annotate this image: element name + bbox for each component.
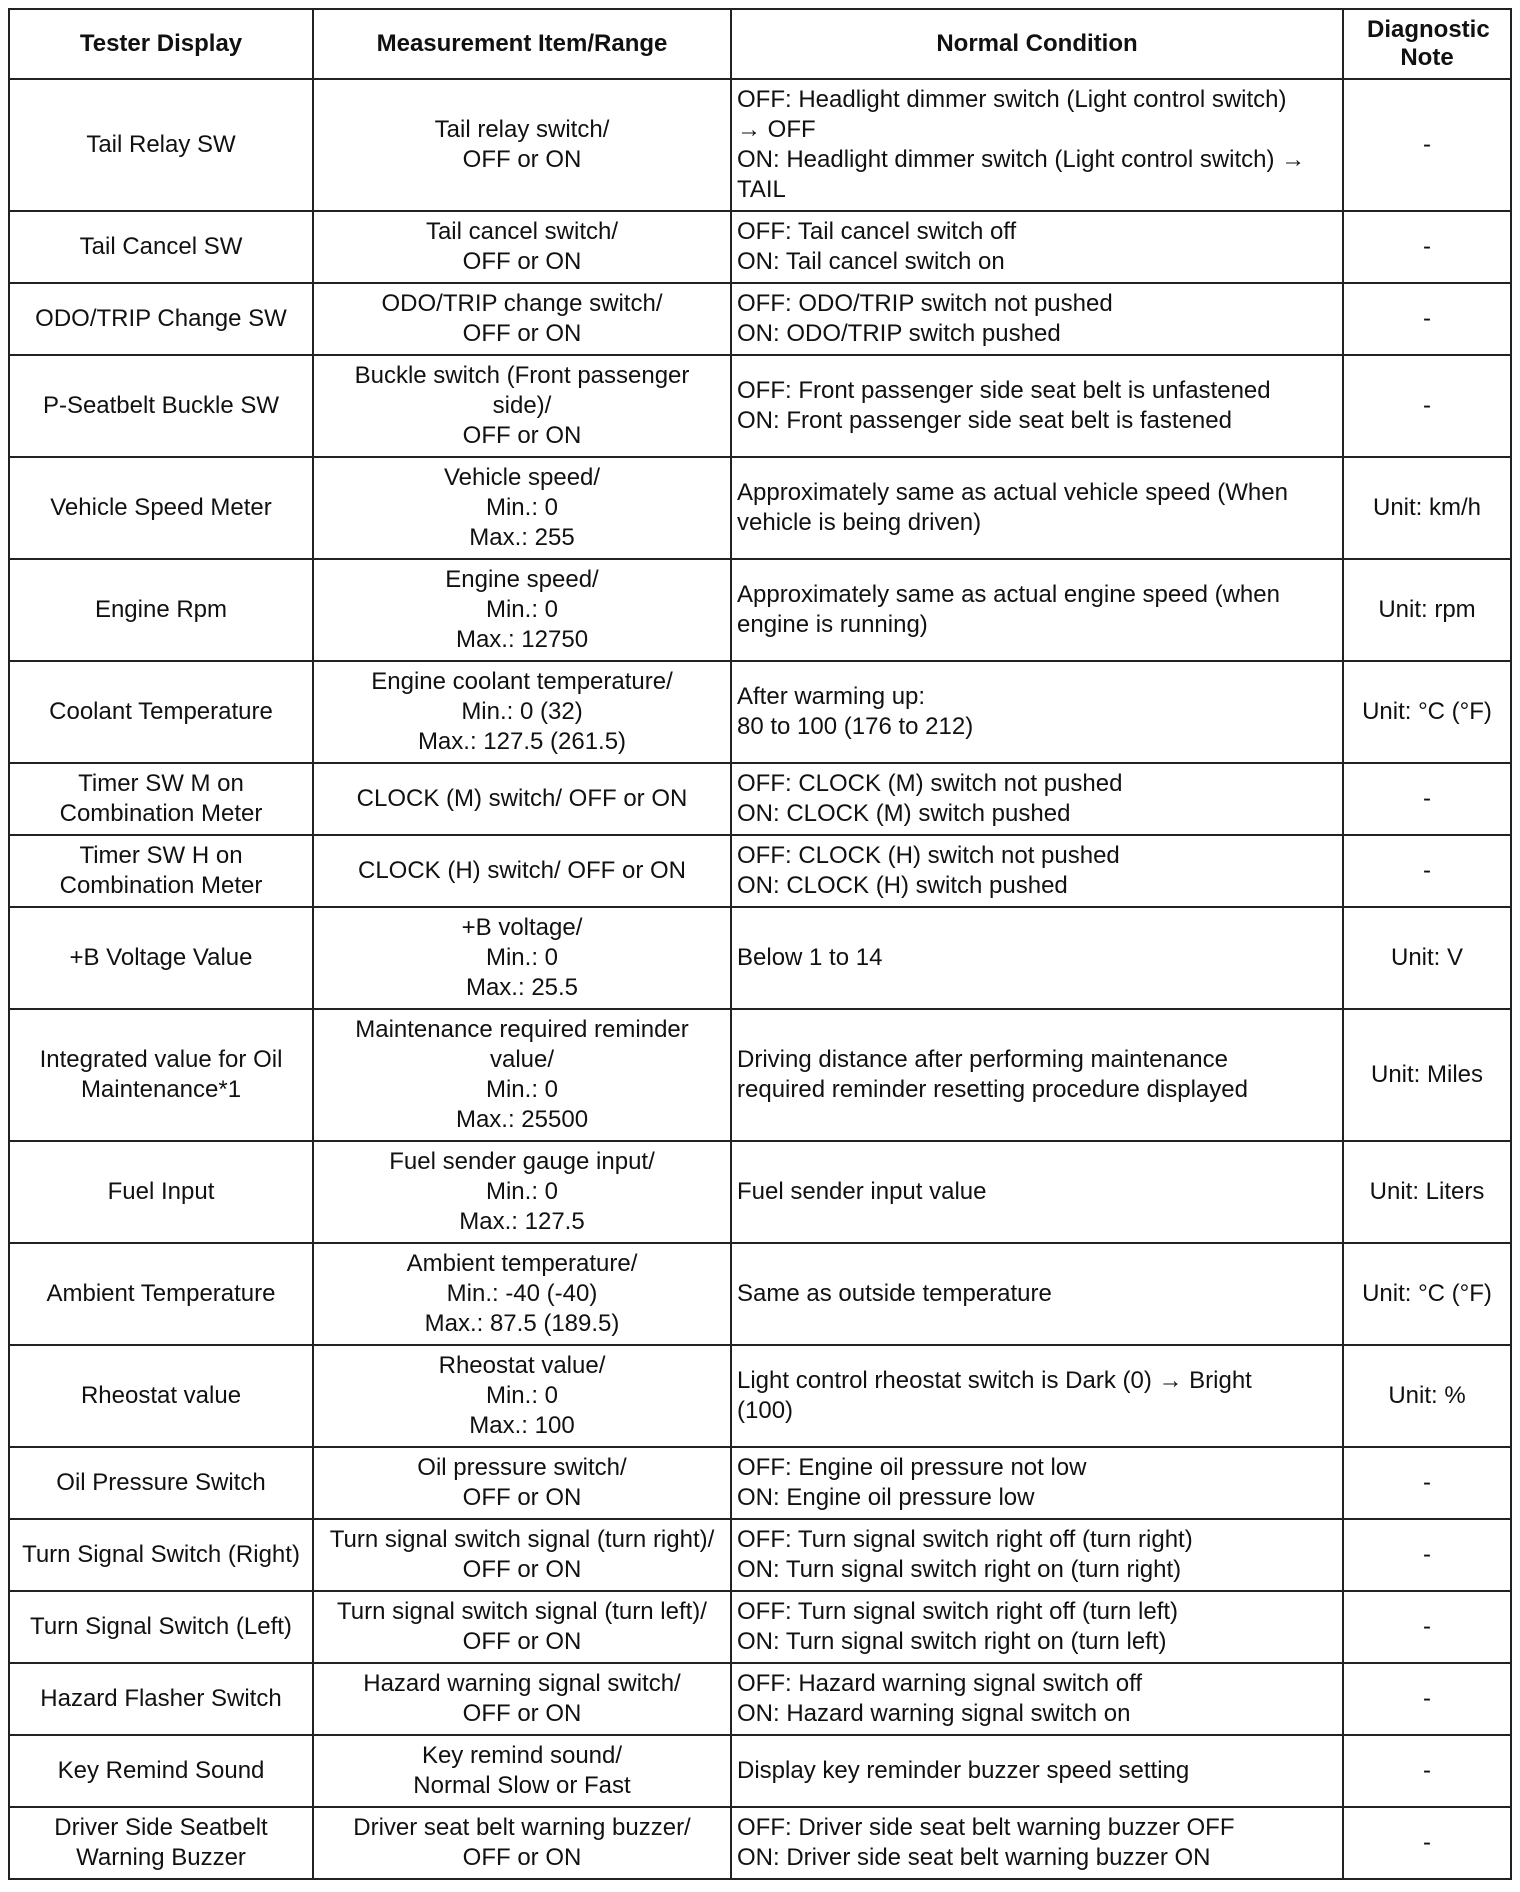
normal-condition-cell: Below 1 to 14 — [731, 907, 1343, 1009]
tester-display-cell: Oil Pressure Switch — [9, 1447, 313, 1519]
table-row — [9, 1735, 1511, 1807]
tester-display-cell: Turn Signal Switch (Left) — [9, 1591, 313, 1663]
diagnostic-note-cell: Unit: rpm — [1343, 559, 1511, 661]
normal-condition-cell: OFF: Headlight dimmer switch (Light control switch) → OFF ON: Headlight dimmer switch (Light control switch) → TAIL — [731, 79, 1343, 211]
tester-display-cell: Turn Signal Switch (Right) — [9, 1519, 313, 1591]
table-row — [9, 835, 1511, 907]
table-row — [9, 1243, 1511, 1345]
measurement-range-cell: Vehicle speed/ Min.: 0 Max.: 255 — [313, 457, 731, 559]
diagnostic-note-cell: - — [1343, 79, 1511, 211]
normal-condition-cell: OFF: Tail cancel switch off ON: Tail cancel switch on — [731, 211, 1343, 283]
tester-display-cell: +B Voltage Value — [9, 907, 313, 1009]
measurement-range-cell: CLOCK (M) switch/ OFF or ON — [313, 763, 731, 835]
diagnostic-note-cell: - — [1343, 1519, 1511, 1591]
measurement-range-cell: Maintenance required reminder value/ Min.: 0 Max.: 25500 — [313, 1009, 731, 1141]
table-row — [9, 1447, 1511, 1519]
header-measurement-item-range: Measurement Item/Range — [313, 9, 731, 79]
measurement-range-cell: Engine speed/ Min.: 0 Max.: 12750 — [313, 559, 731, 661]
diagnostic-note-cell: - — [1343, 1807, 1511, 1879]
tester-display-cell: Hazard Flasher Switch — [9, 1663, 313, 1735]
measurement-range-cell: ODO/TRIP change switch/ OFF or ON — [313, 283, 731, 355]
tester-display-cell: Timer SW H on Combination Meter — [9, 835, 313, 907]
diagnostic-note-cell: - — [1343, 211, 1511, 283]
normal-condition-cell: OFF: Driver side seat belt warning buzzer OFF ON: Driver side seat belt warning buzzer ON — [731, 1807, 1343, 1879]
normal-condition-cell: Same as outside temperature — [731, 1243, 1343, 1345]
measurement-range-cell: Engine coolant temperature/ Min.: 0 (32) Max.: 127.5 (261.5) — [313, 661, 731, 763]
table-row — [9, 763, 1511, 835]
normal-condition-cell: Approximately same as actual engine speed (when engine is running) — [731, 559, 1343, 661]
data-list-table-container — [8, 8, 1510, 1880]
normal-condition-cell: OFF: Turn signal switch right off (turn left) ON: Turn signal switch right on (turn left) — [731, 1591, 1343, 1663]
table-row — [9, 661, 1511, 763]
diagnostic-note-cell: - — [1343, 1591, 1511, 1663]
table-row — [9, 1807, 1511, 1879]
measurement-range-cell: Ambient temperature/ Min.: -40 (-40) Max.: 87.5 (189.5) — [313, 1243, 731, 1345]
tester-display-cell: Timer SW M on Combination Meter — [9, 763, 313, 835]
measurement-range-cell: CLOCK (H) switch/ OFF or ON — [313, 835, 731, 907]
table-row — [9, 559, 1511, 661]
data-list-table — [8, 8, 1512, 1880]
tester-display-cell: Tail Relay SW — [9, 79, 313, 211]
tester-display-cell: Integrated value for Oil Maintenance*1 — [9, 1009, 313, 1141]
normal-condition-cell: Driving distance after performing maintenance required reminder resetting procedure displayed — [731, 1009, 1343, 1141]
tester-display-cell: Driver Side Seatbelt Warning Buzzer — [9, 1807, 313, 1879]
table-row — [9, 283, 1511, 355]
table-row — [9, 1663, 1511, 1735]
table-row — [9, 1519, 1511, 1591]
diagnostic-note-text: Diagnostic Note — [1367, 16, 1490, 71]
normal-condition-cell: After warming up: 80 to 100 (176 to 212) — [731, 661, 1343, 763]
diagnostic-note-cell: - — [1343, 763, 1511, 835]
table-row — [9, 1591, 1511, 1663]
tester-display-cell: Vehicle Speed Meter — [9, 457, 313, 559]
diagnostic-note-cell: Unit: Miles — [1343, 1009, 1511, 1141]
diagnostic-note-cell: - — [1343, 355, 1511, 457]
normal-condition-cell: OFF: CLOCK (M) switch not pushed ON: CLOCK (M) switch pushed — [731, 763, 1343, 835]
normal-condition-cell: Approximately same as actual vehicle speed (When vehicle is being driven) — [731, 457, 1343, 559]
measurement-range-cell: Tail cancel switch/ OFF or ON — [313, 211, 731, 283]
measurement-range-cell: Turn signal switch signal (turn right)/ OFF or ON — [313, 1519, 731, 1591]
diagnostic-note-cell: - — [1343, 1663, 1511, 1735]
normal-condition-cell: Fuel sender input value — [731, 1141, 1343, 1243]
header-row — [9, 9, 1511, 79]
table-row — [9, 355, 1511, 457]
table-row — [9, 211, 1511, 283]
tester-display-cell: Ambient Temperature — [9, 1243, 313, 1345]
normal-condition-cell: Light control rheostat switch is Dark (0) → Bright (100) — [731, 1345, 1343, 1447]
diagnostic-note-cell: - — [1343, 283, 1511, 355]
measurement-range-cell: Turn signal switch signal (turn left)/ OFF or ON — [313, 1591, 731, 1663]
diagnostic-note-cell: - — [1343, 835, 1511, 907]
table-row — [9, 907, 1511, 1009]
header-tester-display: Tester Display — [9, 9, 313, 79]
table-row — [9, 1345, 1511, 1447]
measurement-range-cell: Buckle switch (Front passenger side)/ OFF or ON — [313, 355, 731, 457]
tester-display-cell: P-Seatbelt Buckle SW — [9, 355, 313, 457]
measurement-range-cell: Tail relay switch/ OFF or ON — [313, 79, 731, 211]
tester-display-cell: Engine Rpm — [9, 559, 313, 661]
normal-condition-cell: Display key reminder buzzer speed setting — [731, 1735, 1343, 1807]
normal-condition-cell: OFF: CLOCK (H) switch not pushed ON: CLOCK (H) switch pushed — [731, 835, 1343, 907]
tester-display-cell: Fuel Input — [9, 1141, 313, 1243]
diagnostic-note-cell: - — [1343, 1447, 1511, 1519]
normal-condition-cell: OFF: Turn signal switch right off (turn right) ON: Turn signal switch right on (turn right) — [731, 1519, 1343, 1591]
table-row — [9, 1009, 1511, 1141]
tester-display-cell: Rheostat value — [9, 1345, 313, 1447]
header-normal-condition: Normal Condition — [731, 9, 1343, 79]
measurement-range-cell: Hazard warning signal switch/ OFF or ON — [313, 1663, 731, 1735]
tester-display-cell: Key Remind Sound — [9, 1735, 313, 1807]
measurement-range-cell: Driver seat belt warning buzzer/ OFF or ON — [313, 1807, 731, 1879]
normal-condition-cell: OFF: Hazard warning signal switch off ON: Hazard warning signal switch on — [731, 1663, 1343, 1735]
header-diagnostic-note — [1343, 9, 1511, 79]
normal-condition-cell: OFF: Front passenger side seat belt is unfastened ON: Front passenger side seat belt is fastened — [731, 355, 1343, 457]
table-row — [9, 79, 1511, 211]
diagnostic-note-cell: Unit: % — [1343, 1345, 1511, 1447]
table-row — [9, 457, 1511, 559]
measurement-range-cell: Key remind sound/ Normal Slow or Fast — [313, 1735, 731, 1807]
tester-display-cell: ODO/TRIP Change SW — [9, 283, 313, 355]
measurement-range-cell: +B voltage/ Min.: 0 Max.: 25.5 — [313, 907, 731, 1009]
measurement-range-cell: Rheostat value/ Min.: 0 Max.: 100 — [313, 1345, 731, 1447]
diagnostic-note-cell: Unit: V — [1343, 907, 1511, 1009]
tester-display-cell: Tail Cancel SW — [9, 211, 313, 283]
diagnostic-note-cell: Unit: Liters — [1343, 1141, 1511, 1243]
measurement-range-cell: Oil pressure switch/ OFF or ON — [313, 1447, 731, 1519]
table-row — [9, 1141, 1511, 1243]
measurement-range-cell: Fuel sender gauge input/ Min.: 0 Max.: 127.5 — [313, 1141, 731, 1243]
diagnostic-note-cell: Unit: °C (°F) — [1343, 1243, 1511, 1345]
diagnostic-note-cell: Unit: km/h — [1343, 457, 1511, 559]
tester-display-cell: Coolant Temperature — [9, 661, 313, 763]
diagnostic-note-cell: Unit: °C (°F) — [1343, 661, 1511, 763]
normal-condition-cell: OFF: ODO/TRIP switch not pushed ON: ODO/TRIP switch pushed — [731, 283, 1343, 355]
normal-condition-cell: OFF: Engine oil pressure not low ON: Engine oil pressure low — [731, 1447, 1343, 1519]
diagnostic-note-cell: - — [1343, 1735, 1511, 1807]
